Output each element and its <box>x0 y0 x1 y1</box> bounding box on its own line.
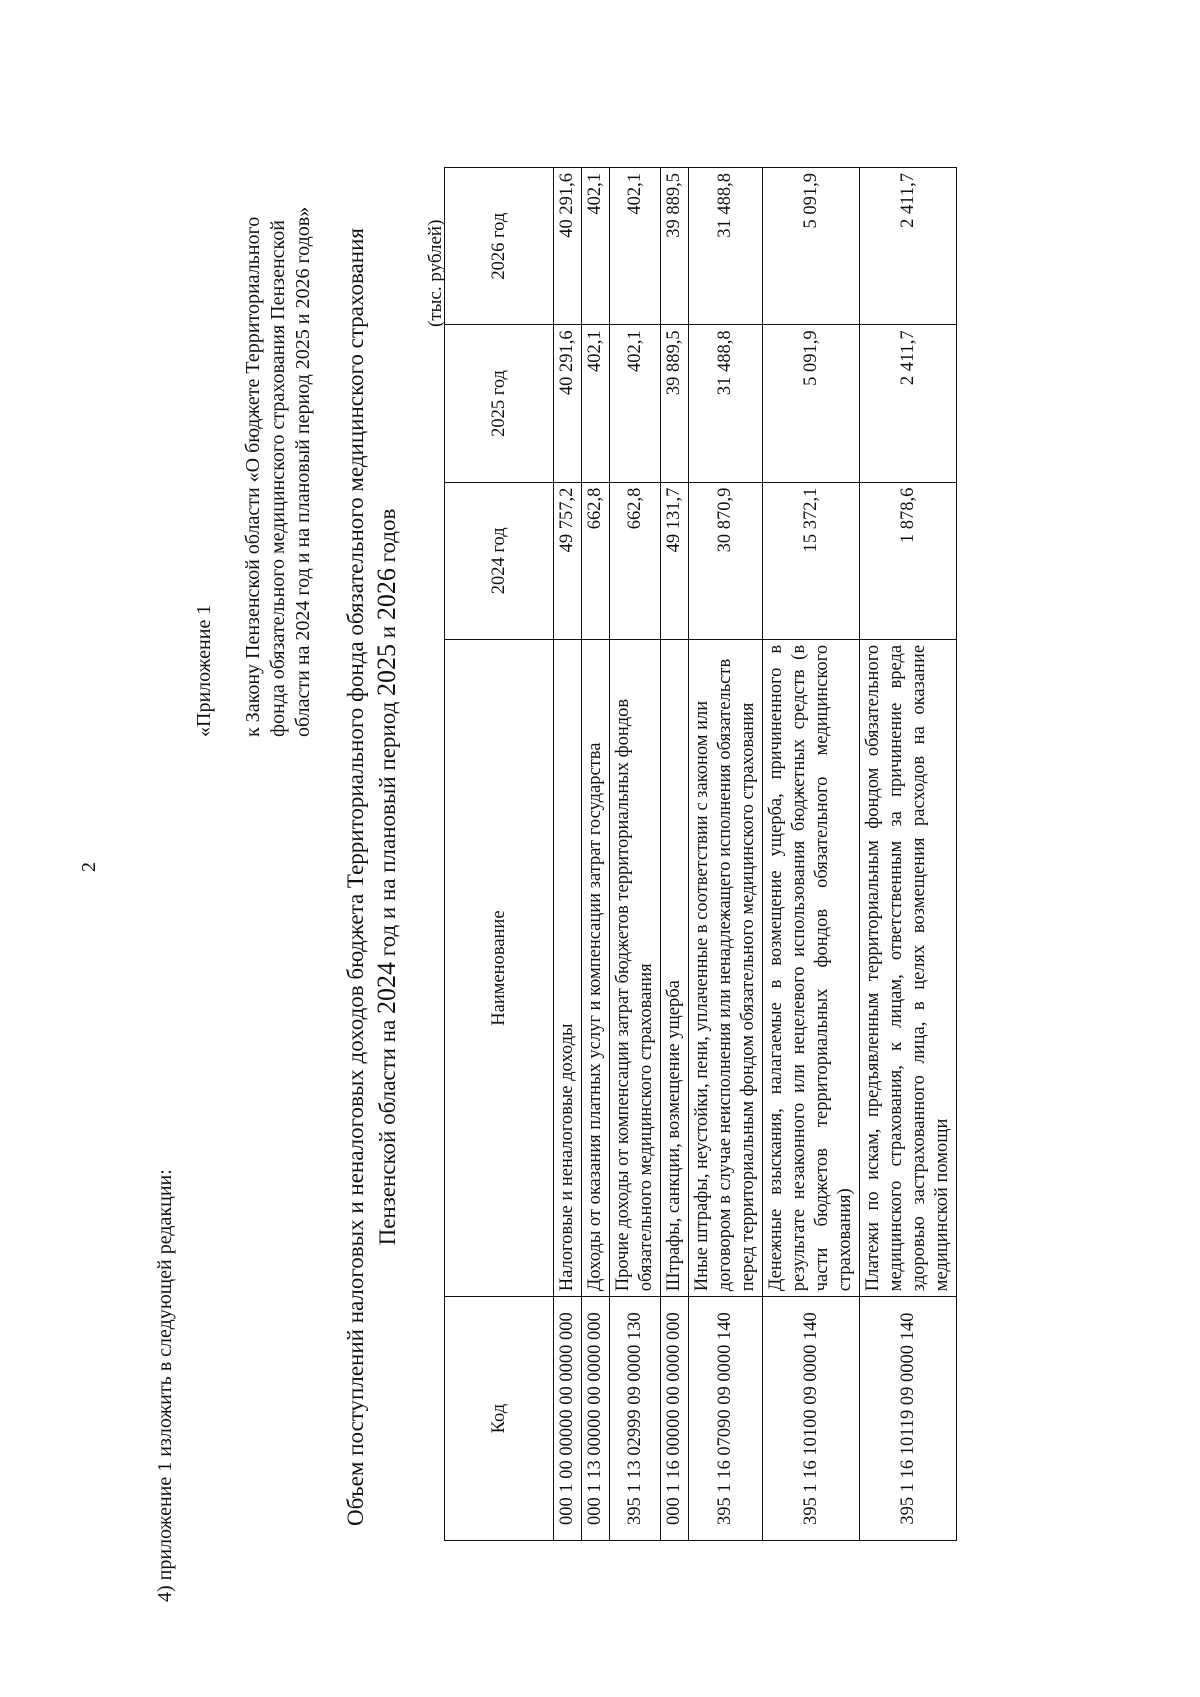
revenue-table <box>444 167 957 1541</box>
row-value-2026: 402,1 <box>610 168 661 325</box>
row-value-2026: 2 411,7 <box>860 168 957 325</box>
row-name: Штрафы, санкции, возмещение ущерба <box>661 639 689 1296</box>
row-value-2024: 30 870,9 <box>689 482 763 639</box>
row-name: Налоговые и неналоговые доходы <box>554 639 582 1296</box>
table-row <box>661 168 689 1541</box>
row-value-2025: 40 291,6 <box>554 325 582 482</box>
row-value-2024: 49 131,7 <box>661 482 689 639</box>
row-value-2026: 402,1 <box>582 168 610 325</box>
row-value-2025: 31 488,8 <box>689 325 763 482</box>
table-row <box>763 168 860 1541</box>
appendix-header <box>192 177 316 737</box>
table-header-row <box>445 168 554 1541</box>
title-part3: и <box>375 625 400 639</box>
row-name: Прочие доходы от компенсации затрат бюджетов территориальных фондов обязательного медицинского страхования <box>610 639 661 1296</box>
row-code: 000 1 13 00000 00 0000 000 <box>582 1297 610 1541</box>
document-title <box>340 207 403 1547</box>
row-value-2024: 662,8 <box>582 482 610 639</box>
appendix-title: «Приложение 1 <box>193 604 215 737</box>
row-code: 000 1 16 00000 00 0000 000 <box>661 1297 689 1541</box>
row-value-2025: 5 091,9 <box>763 325 860 482</box>
title-year-2025: 2025 <box>372 643 401 696</box>
row-value-2025: 402,1 <box>610 325 661 482</box>
title-year-2024: 2024 <box>372 961 401 1014</box>
row-value-2025: 402,1 <box>582 325 610 482</box>
row-value-2026: 39 889,5 <box>661 168 689 325</box>
row-code: 395 1 16 07090 09 0000 140 <box>689 1297 763 1541</box>
title-year-2026: 2026 <box>372 568 401 621</box>
header-2024: 2024 год <box>445 482 554 639</box>
units-label: (тыс. рублей) <box>425 219 446 327</box>
title-part2: год и на плановый период <box>375 701 400 957</box>
row-value-2026: 31 488,8 <box>689 168 763 325</box>
header-2026: 2026 год <box>445 168 554 325</box>
row-value-2026: 40 291,6 <box>554 168 582 325</box>
row-value-2026: 5 091,9 <box>763 168 860 325</box>
table-row <box>689 168 763 1541</box>
table-row <box>582 168 610 1541</box>
row-value-2025: 39 889,5 <box>661 325 689 482</box>
row-code: 395 1 13 02999 09 0000 130 <box>610 1297 661 1541</box>
row-name: Доходы от оказания платных услуг и компенсации затрат государства <box>582 639 610 1296</box>
page-number: 2 <box>78 862 100 872</box>
header-2025: 2025 год <box>445 325 554 482</box>
table-row <box>860 168 957 1541</box>
row-code: 395 1 16 10100 09 0000 140 <box>763 1297 860 1541</box>
row-value-2024: 15 372,1 <box>763 482 860 639</box>
appendix-text: к Закону Пензенской области «О бюджете Территориального фонда обязательного медицинского страхования Пензенской области на 2024 год и на плановый период 2025 и 2026 годов» <box>242 206 314 737</box>
row-name: Денежные взыскания, налагаемые в возмещение ущерба, причиненного в результате незаконного или нецелевого использования бюджетных средств (в части бюджетов территориальных фондов обязательного медицинского страхования) <box>763 639 860 1296</box>
header-name: Наименование <box>445 639 554 1296</box>
table-row <box>554 168 582 1541</box>
title-part4: годов <box>375 508 400 563</box>
row-value-2024: 1 878,6 <box>860 482 957 639</box>
row-value-2024: 49 757,2 <box>554 482 582 639</box>
title-part1: Объем поступлений налоговых и неналоговых доходов бюджета Территориального фонда обязательного медицинского страхования Пензенской области на <box>343 228 400 1526</box>
row-name: Иные штрафы, неустойки, пени, уплаченные в соответствии с законом или договором в случае неисполнения или ненадлежащего исполнения обязательств перед территориальным фондом обязательного медицинского страхования <box>689 639 763 1296</box>
row-name: Платежи по искам, предъявленным территориальным фондом обязательного медицинского страхования, к лицам, ответственным за причинение вреда здоровью застрахованного лица, в целях возмещения расходов на оказание медицинской помощи <box>860 639 957 1296</box>
row-code: 000 1 00 00000 00 0000 000 <box>554 1297 582 1541</box>
row-code: 395 1 16 10119 09 0000 140 <box>860 1297 957 1541</box>
row-value-2024: 662,8 <box>610 482 661 639</box>
intro-line: 4) приложение 1 изложить в следующей редакции: <box>154 1169 176 1602</box>
row-value-2025: 2 411,7 <box>860 325 957 482</box>
table-row <box>610 168 661 1541</box>
header-code: Код <box>445 1297 554 1541</box>
